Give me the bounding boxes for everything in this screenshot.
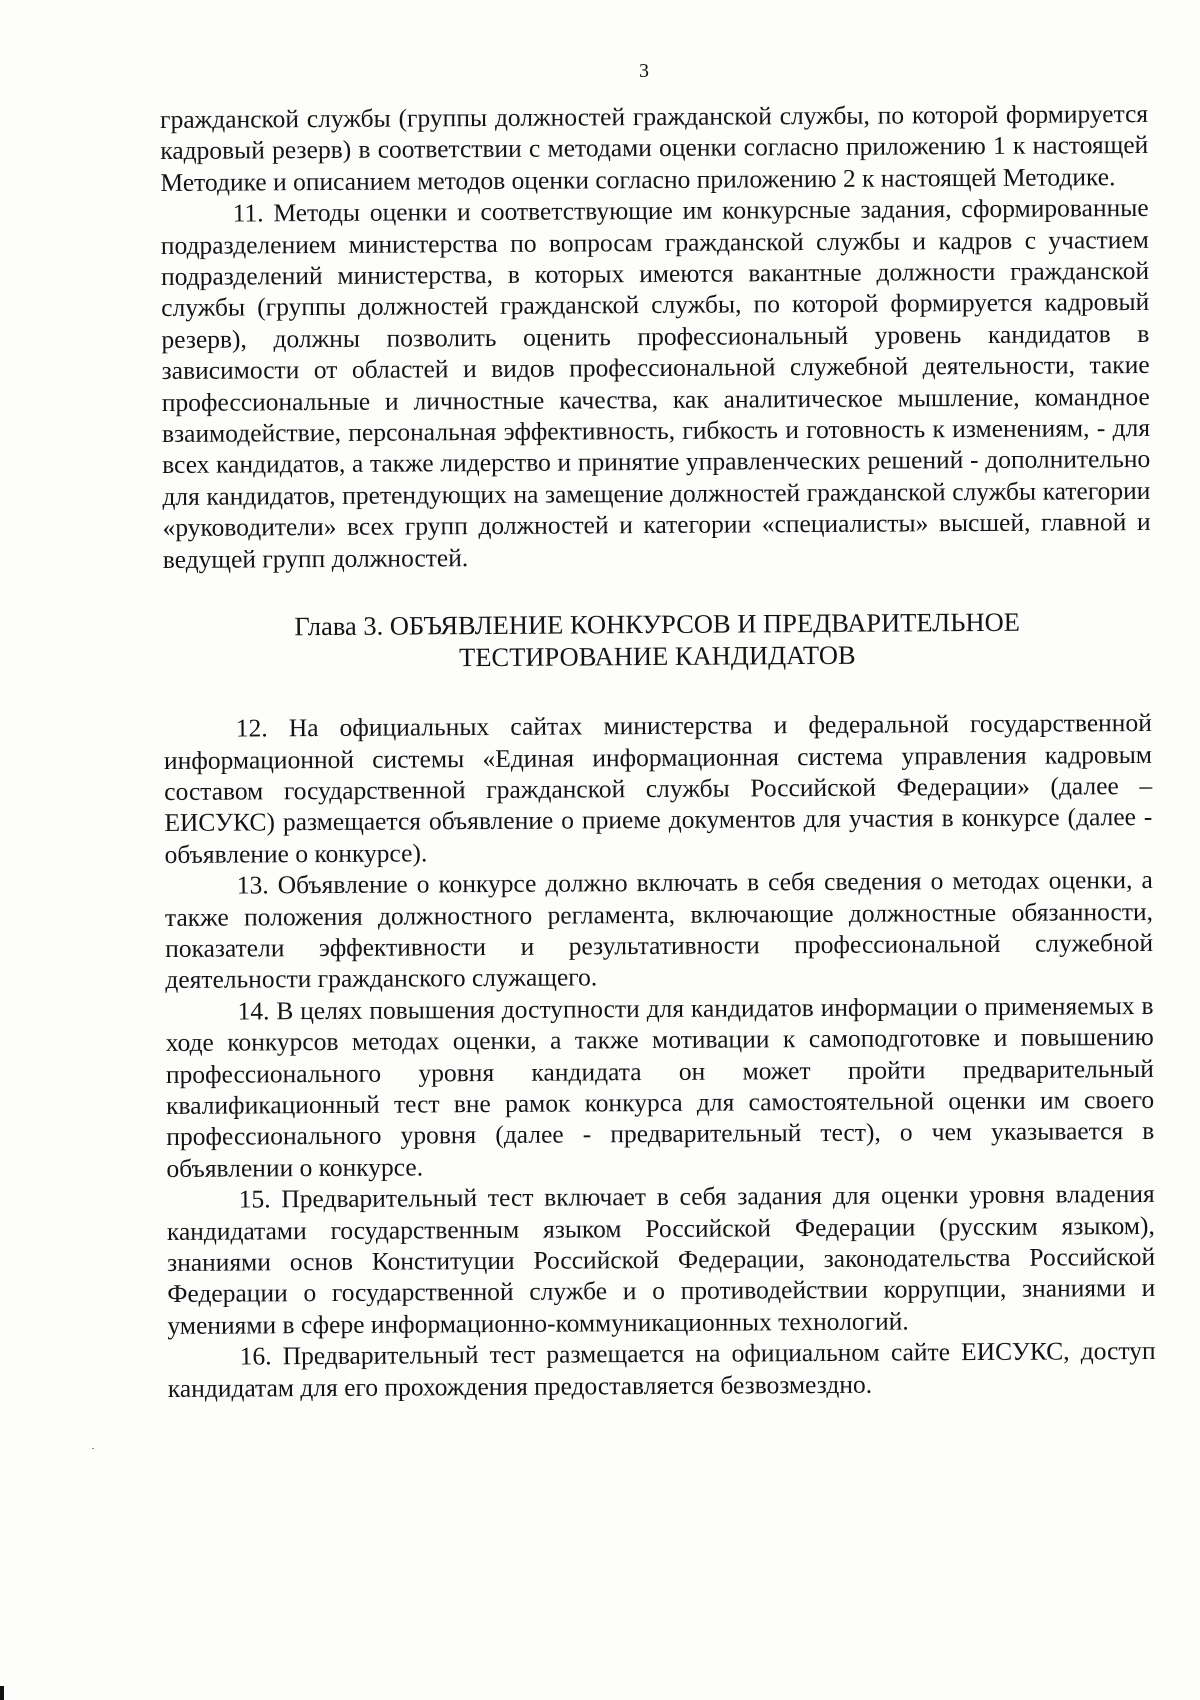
paragraph-14: 14. В целях повышения доступности для кандидатов информации о применяемых в ходе конкурсов методах оценки, а также мотивации к самоподготовке и повышению профессионального уровня кандидата он может пройти предварительный квалификационный тест вне рамок конкурса для самостоятельной оценки им своего профессионального уровня (далее - предварительный тест), о чем указывается в объявлении о конкурсе. (165, 990, 1155, 1183)
chapter-heading (163, 605, 1151, 675)
paragraph-continuation: гражданской службы (группы должностей гражданской службы, по которой формируется кадровый резерв) в соответствии с методами оценки согласно приложению 1 к настоящей Методике и описанием методов оценки согласно приложению 2 к настоящей Методике. (160, 98, 1149, 197)
paragraph-12: 12. На официальных сайтах министерства и федеральной государственной информационной системы «Единая информационная система управления кадровым составом государственной гражданской службы Российской Федерации» (далее – ЕИСУКС) размещается объявление о приеме документов для участия в конкурсе (далее - объявление о конкурсе). (163, 708, 1153, 869)
paragraph-16: 16. Предварительный тест размещается на официальном сайте ЕИСУКС, доступ кандидатам для его прохождения предоставляется безвозмездно. (167, 1336, 1156, 1403)
paragraph-11: 11. Методы оценки и соответствующие им конкурсные задания, сформированные подразделением министерства по вопросам гражданской службы и кадров с участием подразделений министерства, в которых имеются вакантные должности гражданской службы (группы должностей гражданской службы, по которой формируется кадровый резерв), должны позволить оценить профессиональный уровень кандидатов в зависимости от областей и видов профессиональной служебной деятельности, такие профессиональные и личностные качества, как аналитическое мышление, командное взаимодействие, персональная эффективность, гибкость и готовность к изменениям, - для всех кандидатов, а также лидерство и принятие управленческих решений - дополнительно для кандидатов, претендующих на замещение должностей гражданской службы категории «руководители» всех групп должностей и категории «специалисты» высшей, главной и ведущей групп должностей. (160, 193, 1151, 574)
page-number: 3 (639, 60, 649, 82)
paragraph-13: 13. Объявление о конкурсе должно включать в себя сведения о методах оценки, а также положения должностного регламента, включающие должностные обязанности, показатели эффективности и результативности профессиональной служебной деятельности гражданского служащего. (164, 865, 1154, 995)
chapter-heading-line-2: ТЕСТИРОВАНИЕ КАНДИДАТОВ (459, 639, 856, 673)
paragraph-15: 15. Предварительный тест включает в себя задания для оценки уровня владения кандидатами государственным языком Российской Федерации (русским языком), знаниями основ Конституции Российской Федерации, законодательства Российской Федерации о государственной службе и о противодействии коррупции, знаниями и умениями в сфере информационно-коммуникационных технологий. (166, 1179, 1156, 1340)
document-body (160, 98, 1156, 1404)
chapter-heading-line-1: Глава 3. ОБЪЯВЛЕНИЕ КОНКУРСОВ И ПРЕДВАРИТЕЛЬНОЕ (294, 606, 1020, 642)
scan-edge-mark (0, 1686, 4, 1700)
scan-speck (92, 1448, 94, 1449)
